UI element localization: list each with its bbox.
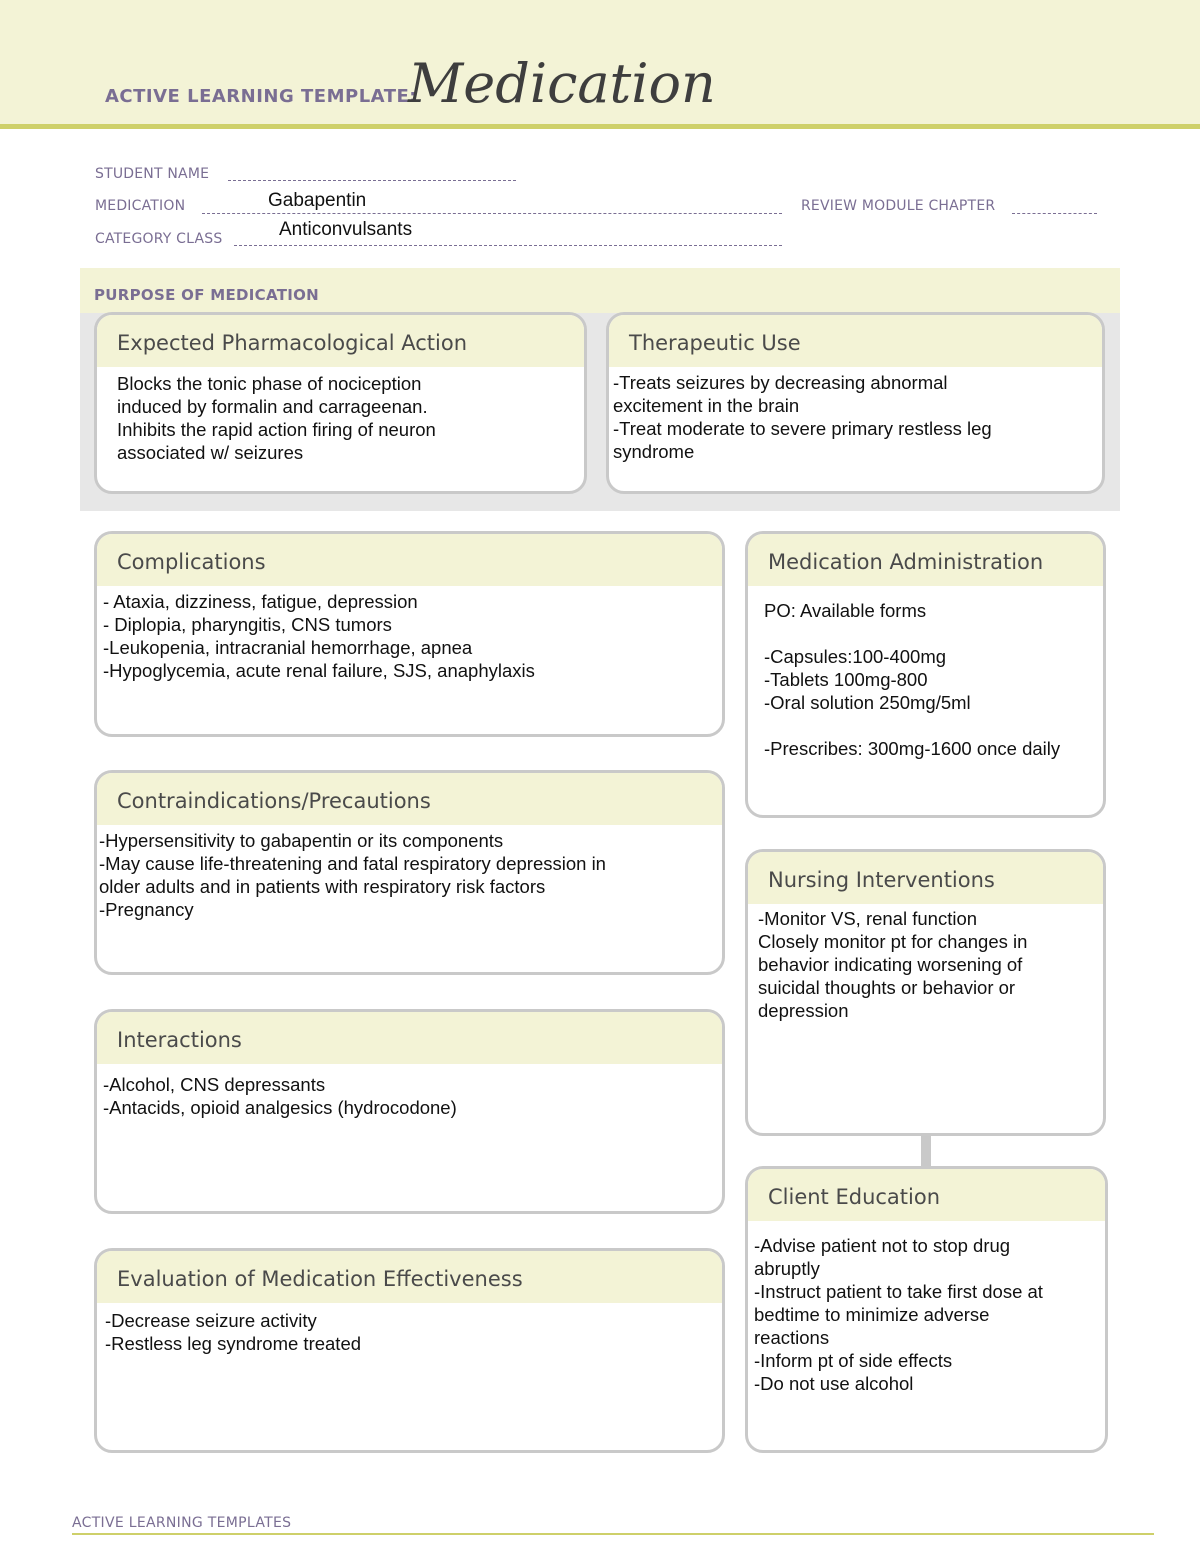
category-class-value: Anticonvulsants <box>279 219 413 240</box>
review-module-chapter-field[interactable] <box>1012 213 1097 214</box>
template-label: ACTIVE LEARNING TEMPLATE: <box>105 86 417 107</box>
contraindications-title: Contraindications/Precautions <box>117 789 431 813</box>
therapeutic-use-box <box>606 312 1105 494</box>
medication-label: MEDICATION <box>95 198 186 214</box>
page-title: Medication <box>408 52 716 115</box>
therapeutic-use-text[interactable]: -Treats seizures by decreasing abnormal excitement in the brain -Treat moderate to severe primary restless leg syndrome <box>613 372 992 462</box>
footer-text: ACTIVE LEARNING TEMPLATES <box>72 1515 292 1531</box>
category-class-label: CATEGORY CLASS <box>95 231 223 247</box>
interactions-text[interactable]: -Alcohol, CNS depressants -Antacids, opioid analgesics (hydrocodone) <box>103 1074 457 1118</box>
contraindications-text[interactable]: -Hypersensitivity to gabapentin or its components -May cause life-threatening and fatal respiratory depression in older adults and in patients with respiratory risk factors -Pregnancy <box>99 830 606 920</box>
client-education-title: Client Education <box>768 1185 941 1209</box>
nursing-interventions-box <box>745 849 1106 1136</box>
client-education-box <box>745 1166 1108 1453</box>
review-module-chapter-label: REVIEW MODULE CHAPTER <box>801 198 996 214</box>
evaluation-title: Evaluation of Medication Effectiveness <box>117 1267 523 1291</box>
nursing-interventions-title: Nursing Interventions <box>768 868 995 892</box>
purpose-title: PURPOSE OF MEDICATION <box>94 286 320 304</box>
nursing-interventions-text[interactable]: -Monitor VS, renal function Closely monitor pt for changes in behavior indicating worsening of suicidal thoughts or behavior or depression <box>758 908 1028 1021</box>
medication-value: Gabapentin <box>268 190 367 211</box>
category-class-field[interactable] <box>234 245 782 246</box>
expected-action-text[interactable]: Blocks the tonic phase of nociception induced by formalin and carrageenan. Inhibits the rapid action firing of neuron associated w/ seizures <box>117 373 436 463</box>
student-name-field[interactable] <box>228 180 516 181</box>
interactions-title: Interactions <box>117 1028 242 1052</box>
interactions-box <box>94 1009 725 1214</box>
expected-action-title: Expected Pharmacological Action <box>117 331 468 355</box>
complications-box <box>94 531 725 737</box>
client-education-text[interactable]: -Advise patient not to stop drug abruptly -Instruct patient to take first dose at bedtime to minimize adverse reactions -Inform pt of side effects -Do not use alcohol <box>754 1235 1043 1394</box>
therapeutic-use-title: Therapeutic Use <box>629 331 801 355</box>
complications-title: Complications <box>117 550 266 574</box>
administration-box <box>745 531 1106 818</box>
administration-title: Medication Administration <box>768 550 1044 574</box>
complications-text[interactable]: - Ataxia, dizziness, fatigue, depression - Diplopia, pharyngitis, CNS tumors -Leukopenia, intracranial hemorrhage, apnea -Hypoglycemia, acute renal failure, SJS, anaphylaxis <box>103 591 535 681</box>
evaluation-box <box>94 1248 725 1453</box>
medication-field[interactable] <box>202 213 782 214</box>
student-name-label: STUDENT NAME <box>95 166 210 182</box>
expected-action-box <box>94 312 587 494</box>
footer-rule <box>72 1533 1154 1535</box>
box-connector <box>921 1136 931 1166</box>
administration-text[interactable]: PO: Available forms -Capsules:100-400mg -Tablets 100mg-800 -Oral solution 250mg/5ml -Prescribes: 300mg-1600 once daily <box>764 600 1061 759</box>
page-header <box>0 0 1200 129</box>
evaluation-text[interactable]: -Decrease seizure activity -Restless leg syndrome treated <box>105 1310 362 1354</box>
contraindications-box <box>94 770 725 975</box>
